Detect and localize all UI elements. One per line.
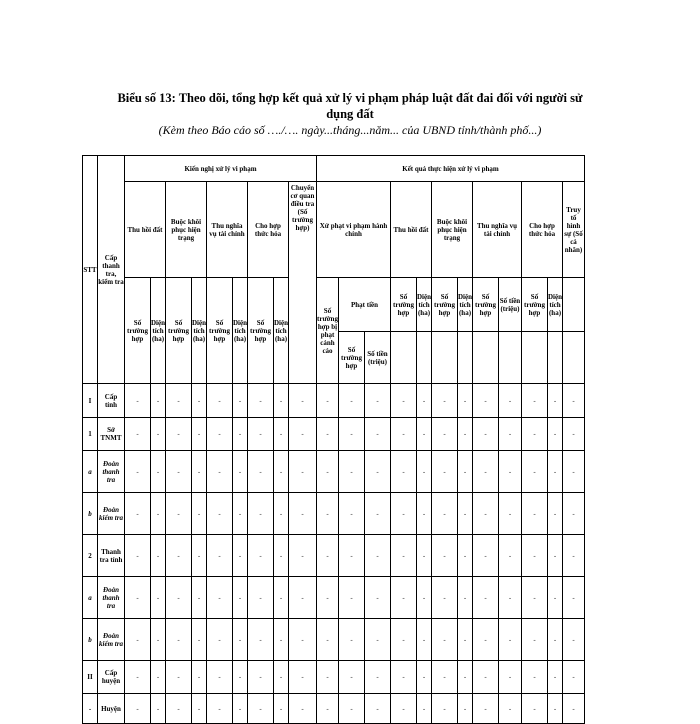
data-cell: -	[339, 451, 365, 493]
data-cell: -	[365, 451, 391, 493]
data-cell: -	[548, 535, 563, 577]
data-cell: -	[458, 451, 473, 493]
data-cell: -	[458, 577, 473, 619]
data-cell: -	[365, 694, 391, 724]
data-cell: -	[432, 577, 458, 619]
data-cell: -	[151, 694, 166, 724]
data-cell: -	[548, 384, 563, 418]
data-cell: -	[317, 577, 339, 619]
data-cell: -	[274, 451, 289, 493]
row-label: Đoàn thanh tra	[98, 577, 125, 619]
data-cell: -	[365, 493, 391, 535]
data-cell: -	[317, 619, 339, 661]
header-res-blank	[391, 332, 417, 384]
data-cell: -	[125, 535, 151, 577]
header-rec-restore-cases: Số trường hợp	[166, 278, 192, 384]
data-cell: -	[365, 577, 391, 619]
data-cell: -	[274, 493, 289, 535]
header-res-blank	[432, 332, 458, 384]
data-cell: -	[317, 451, 339, 493]
data-cell: -	[233, 661, 248, 694]
data-cell: -	[192, 535, 207, 577]
header-rec-legalize: Cho hợp thức hóa	[248, 182, 289, 278]
data-cell: -	[339, 384, 365, 418]
data-cell: -	[458, 661, 473, 694]
data-cell: -	[548, 418, 563, 451]
data-cell: -	[432, 418, 458, 451]
row-stt: -	[83, 694, 98, 724]
header-res-restore-cases: Số trường hợp	[432, 278, 458, 332]
data-cell: -	[563, 418, 585, 451]
data-cell: -	[499, 384, 522, 418]
data-cell: -	[391, 694, 417, 724]
header-rec-restore: Buộc khôi phục hiện trạng	[166, 182, 207, 278]
data-cell: -	[274, 418, 289, 451]
data-cell: -	[151, 418, 166, 451]
row-label: Đoàn kiểm tra	[98, 619, 125, 661]
header-res-land-cases: Số trường hợp	[391, 278, 417, 332]
data-cell: -	[207, 619, 233, 661]
data-cell: -	[548, 619, 563, 661]
data-cell: -	[125, 418, 151, 451]
data-cell: -	[192, 577, 207, 619]
data-cell: -	[417, 661, 432, 694]
data-cell: -	[125, 619, 151, 661]
data-cell: -	[192, 661, 207, 694]
header-res-admin-penalty: Xử phạt vi phạm hành chính	[317, 182, 391, 278]
data-cell: -	[289, 661, 317, 694]
data-cell: -	[522, 577, 548, 619]
header-res-land-area: Diện tích (ha)	[417, 278, 432, 332]
data-cell: -	[365, 384, 391, 418]
header-res-criminal: Truy tố hình sự (Số cá nhân)	[563, 182, 585, 278]
data-cell: -	[125, 493, 151, 535]
data-cell: -	[248, 384, 274, 418]
data-cell: -	[151, 493, 166, 535]
row-stt: a	[83, 577, 98, 619]
data-cell: -	[417, 577, 432, 619]
data-cell: -	[248, 619, 274, 661]
data-cell: -	[207, 418, 233, 451]
data-cell: -	[548, 661, 563, 694]
data-cell: -	[432, 661, 458, 694]
data-cell: -	[473, 493, 499, 535]
data-cell: -	[274, 384, 289, 418]
header-res-fine: Phạt tiền	[339, 278, 391, 332]
data-cell: -	[151, 535, 166, 577]
header-res-blank	[499, 332, 522, 384]
data-cell: -	[317, 661, 339, 694]
header-res-warning-cases: Số trường hợp bị phạt cảnh cáo	[317, 278, 339, 384]
data-cell: -	[248, 451, 274, 493]
data-cell: -	[166, 418, 192, 451]
data-cell: -	[248, 577, 274, 619]
report-title-line1: Biểu số 13: Theo dõi, tổng hợp kết quả xử lý vi phạm pháp luật đất đai đối với người sử	[117, 91, 583, 105]
data-cell: -	[207, 577, 233, 619]
data-cell: -	[192, 451, 207, 493]
data-cell: -	[499, 418, 522, 451]
data-cell: -	[339, 661, 365, 694]
data-cell: -	[192, 384, 207, 418]
data-cell: -	[207, 661, 233, 694]
data-cell: -	[473, 535, 499, 577]
data-cell: -	[233, 694, 248, 724]
row-label: Thanh tra tỉnh	[98, 535, 125, 577]
data-cell: -	[207, 493, 233, 535]
header-stt: STT	[83, 156, 98, 384]
data-cell: -	[339, 418, 365, 451]
data-cell: -	[192, 694, 207, 724]
header-res-blank	[417, 332, 432, 384]
data-cell: -	[151, 451, 166, 493]
data-cell: -	[563, 661, 585, 694]
data-cell: -	[233, 535, 248, 577]
row-stt: I	[83, 384, 98, 418]
data-cell: -	[289, 619, 317, 661]
data-cell: -	[522, 451, 548, 493]
data-cell: -	[522, 384, 548, 418]
data-cell: -	[339, 619, 365, 661]
data-cell: -	[166, 619, 192, 661]
data-cell: -	[473, 451, 499, 493]
data-cell: -	[432, 451, 458, 493]
data-cell: -	[166, 694, 192, 724]
data-cell: -	[289, 577, 317, 619]
data-cell: -	[473, 577, 499, 619]
data-cell: -	[473, 619, 499, 661]
header-res-fine-cases: Số trường hợp	[339, 332, 365, 384]
data-cell: -	[125, 451, 151, 493]
header-res-fine-money: Số tiền (triệu)	[365, 332, 391, 384]
data-cell: -	[563, 577, 585, 619]
data-cell: -	[417, 418, 432, 451]
header-res-criminal-blank	[563, 278, 585, 332]
data-cell: -	[125, 384, 151, 418]
header-rec-restore-area: Diện tích (ha)	[192, 278, 207, 384]
data-cell: -	[248, 493, 274, 535]
header-res-restore-area: Diện tích (ha)	[458, 278, 473, 332]
data-cell: -	[365, 661, 391, 694]
table-row	[83, 384, 585, 418]
data-cell: -	[317, 694, 339, 724]
data-cell: -	[391, 451, 417, 493]
data-cell: -	[192, 493, 207, 535]
data-cell: -	[233, 493, 248, 535]
header-res-land-recovery: Thu hồi đất	[391, 182, 432, 278]
header-res-restore: Buộc khôi phục hiện trạng	[432, 182, 473, 278]
data-cell: -	[458, 493, 473, 535]
data-cell: -	[417, 451, 432, 493]
data-cell: -	[289, 384, 317, 418]
row-label: Đoàn kiểm tra	[98, 493, 125, 535]
data-cell: -	[417, 619, 432, 661]
data-cell: -	[563, 694, 585, 724]
data-cell: -	[499, 694, 522, 724]
header-rec-land-recovery: Thu hồi đất	[125, 182, 166, 278]
data-cell: -	[548, 451, 563, 493]
data-cell: -	[563, 451, 585, 493]
data-cell: -	[274, 535, 289, 577]
report-title	[82, 90, 618, 122]
row-label: Cấp tỉnh	[98, 384, 125, 418]
data-cell: -	[458, 535, 473, 577]
data-cell: -	[207, 384, 233, 418]
data-cell: -	[522, 493, 548, 535]
header-recommend-group: Kiến nghị xử lý vi phạm	[125, 156, 317, 182]
data-cell: -	[151, 661, 166, 694]
header-res-blank	[563, 332, 585, 384]
table-row	[83, 577, 585, 619]
data-cell: -	[233, 451, 248, 493]
data-cell: -	[473, 418, 499, 451]
table-row	[83, 694, 585, 724]
data-cell: -	[391, 535, 417, 577]
data-cell: -	[125, 661, 151, 694]
header-res-legalize: Cho hợp thức hóa	[522, 182, 563, 278]
data-cell: -	[432, 384, 458, 418]
data-cell: -	[417, 535, 432, 577]
table-row	[83, 535, 585, 577]
data-cell: -	[473, 694, 499, 724]
header-res-legalize-cases: Số trường hợp	[522, 278, 548, 332]
data-cell: -	[151, 577, 166, 619]
data-cell: -	[207, 694, 233, 724]
data-cell: -	[248, 661, 274, 694]
data-cell: -	[274, 577, 289, 619]
header-agency: Cấp thanh tra, kiểm tra	[98, 156, 125, 384]
data-cell: -	[563, 619, 585, 661]
row-stt: a	[83, 451, 98, 493]
data-cell: -	[563, 384, 585, 418]
data-cell: -	[365, 418, 391, 451]
data-cell: -	[391, 619, 417, 661]
table-row	[83, 451, 585, 493]
data-cell: -	[391, 577, 417, 619]
header-rec-land-cases: Số trường hợp	[125, 278, 151, 384]
data-cell: -	[522, 694, 548, 724]
data-cell: -	[548, 694, 563, 724]
data-cell: -	[432, 694, 458, 724]
data-cell: -	[499, 535, 522, 577]
data-cell: -	[248, 418, 274, 451]
data-cell: -	[274, 619, 289, 661]
data-cell: -	[233, 418, 248, 451]
header-rec-financial: Thu nghĩa vụ tài chính	[207, 182, 248, 278]
data-cell: -	[458, 418, 473, 451]
data-cell: -	[391, 384, 417, 418]
data-cell: -	[339, 493, 365, 535]
data-cell: -	[391, 418, 417, 451]
data-cell: -	[289, 694, 317, 724]
header-rec-financial-area: Diện tích (ha)	[233, 278, 248, 384]
row-label: Huyện	[98, 694, 125, 724]
violation-results-table	[82, 155, 585, 724]
data-cell: -	[192, 619, 207, 661]
data-cell: -	[166, 451, 192, 493]
data-cell: -	[365, 619, 391, 661]
data-cell: -	[317, 535, 339, 577]
data-cell: -	[207, 451, 233, 493]
data-cell: -	[499, 577, 522, 619]
header-res-financial-money: Số tiền (triệu)	[499, 278, 522, 332]
data-cell: -	[417, 384, 432, 418]
data-cell: -	[458, 384, 473, 418]
data-cell: -	[233, 619, 248, 661]
data-cell: -	[289, 418, 317, 451]
data-cell: -	[499, 451, 522, 493]
row-stt: b	[83, 493, 98, 535]
data-cell: -	[166, 493, 192, 535]
header-result-group: Kết quả thực hiện xử lý vi phạm	[317, 156, 585, 182]
data-cell: -	[166, 535, 192, 577]
data-cell: -	[432, 535, 458, 577]
data-cell: -	[151, 384, 166, 418]
row-stt: 2	[83, 535, 98, 577]
row-label: Sở TNMT	[98, 418, 125, 451]
data-cell: -	[432, 493, 458, 535]
row-label: Cấp huyện	[98, 661, 125, 694]
data-cell: -	[166, 661, 192, 694]
report-subtitle: (Kèm theo Báo cáo số …./…. ngày...tháng...năm... của UBND tỉnh/thành phố...)	[158, 123, 542, 137]
data-cell: -	[192, 418, 207, 451]
data-cell: -	[499, 493, 522, 535]
data-cell: -	[563, 493, 585, 535]
data-cell: -	[166, 384, 192, 418]
data-cell: -	[289, 451, 317, 493]
header-res-blank	[473, 332, 499, 384]
data-cell: -	[233, 577, 248, 619]
data-cell: -	[317, 418, 339, 451]
row-stt: II	[83, 661, 98, 694]
data-cell: -	[207, 535, 233, 577]
data-cell: -	[499, 661, 522, 694]
data-cell: -	[289, 493, 317, 535]
data-cell: -	[339, 577, 365, 619]
row-stt: 1	[83, 418, 98, 451]
header-res-financial: Thu nghĩa vụ tài chính	[473, 182, 522, 278]
table-row	[83, 619, 585, 661]
data-cell: -	[499, 619, 522, 661]
data-cell: -	[166, 577, 192, 619]
header-res-blank	[548, 332, 563, 384]
data-cell: -	[458, 619, 473, 661]
data-cell: -	[548, 493, 563, 535]
data-cell: -	[274, 661, 289, 694]
data-cell: -	[233, 384, 248, 418]
header-res-financial-cases: Số trường hợp	[473, 278, 499, 332]
data-cell: -	[391, 493, 417, 535]
data-cell: -	[339, 694, 365, 724]
header-rec-legalize-area: Diện tích (ha)	[274, 278, 289, 384]
data-cell: -	[125, 694, 151, 724]
data-cell: -	[522, 535, 548, 577]
data-cell: -	[317, 384, 339, 418]
data-cell: -	[248, 694, 274, 724]
data-cell: -	[317, 493, 339, 535]
header-rec-land-area: Diện tích (ha)	[151, 278, 166, 384]
data-cell: -	[417, 493, 432, 535]
header-res-legalize-area: Diện tích (ha)	[548, 278, 563, 332]
data-cell: -	[391, 661, 417, 694]
header-rec-legalize-cases: Số trường hợp	[248, 278, 274, 384]
data-cell: -	[458, 694, 473, 724]
header-rec-transfer: Chuyển cơ quan điều tra (Số trường hợp)	[289, 182, 317, 384]
data-cell: -	[522, 661, 548, 694]
data-cell: -	[473, 661, 499, 694]
data-cell: -	[125, 577, 151, 619]
data-cell: -	[289, 535, 317, 577]
data-cell: -	[248, 535, 274, 577]
data-cell: -	[522, 619, 548, 661]
table-row	[83, 493, 585, 535]
data-cell: -	[365, 535, 391, 577]
data-cell: -	[563, 535, 585, 577]
data-cell: -	[339, 535, 365, 577]
data-cell: -	[274, 694, 289, 724]
data-cell: -	[473, 384, 499, 418]
table-row	[83, 418, 585, 451]
data-cell: -	[151, 619, 166, 661]
row-label: Đoàn thanh tra	[98, 451, 125, 493]
header-res-blank	[522, 332, 548, 384]
data-cell: -	[417, 694, 432, 724]
data-cell: -	[432, 619, 458, 661]
report-title-line2: dụng đất	[326, 107, 374, 121]
row-stt: b	[83, 619, 98, 661]
table-row	[83, 661, 585, 694]
data-cell: -	[522, 418, 548, 451]
header-res-blank	[458, 332, 473, 384]
header-rec-financial-cases: Số trường hợp	[207, 278, 233, 384]
data-cell: -	[548, 577, 563, 619]
